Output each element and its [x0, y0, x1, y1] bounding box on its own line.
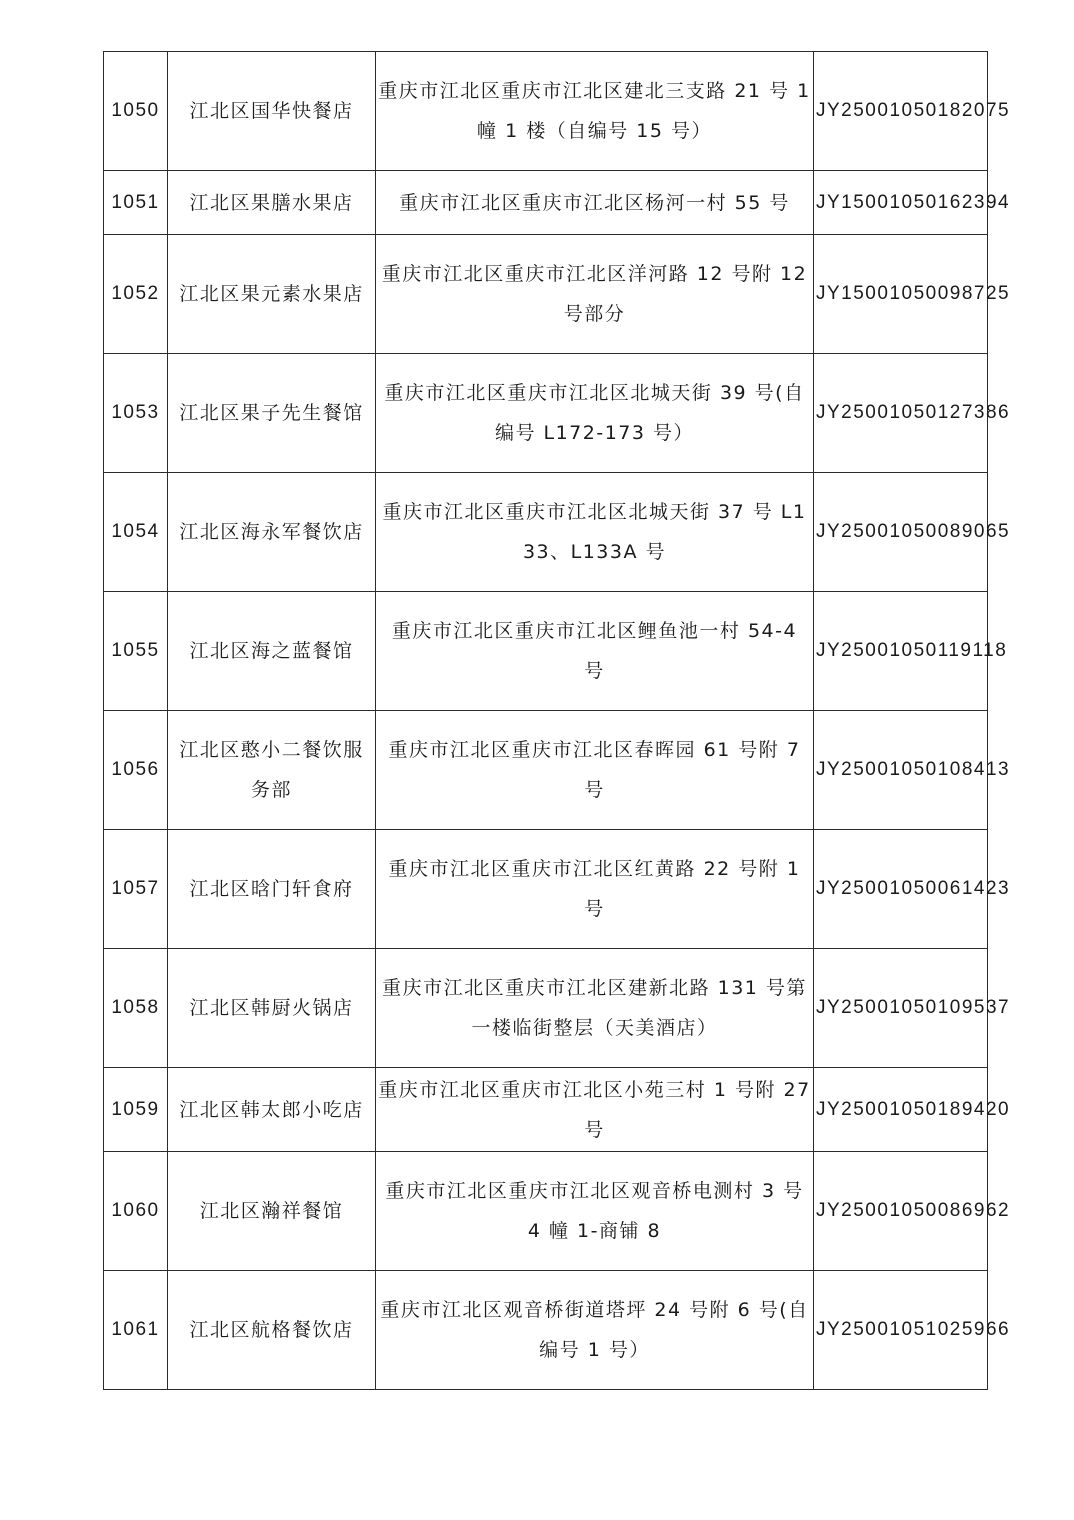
table-row — [104, 949, 988, 1068]
business-address: 重庆市江北区观音桥街道塔坪 24 号附 6 号(自编号 1 号） — [376, 1271, 814, 1390]
business-address: 重庆市江北区重庆市江北区建北三支路 21 号 1 幢 1 楼（自编号 15 号） — [376, 52, 814, 171]
business-name: 江北区憨小二餐饮服务部 — [168, 711, 376, 830]
business-address: 重庆市江北区重庆市江北区北城天街 39 号(自编号 L172-173 号） — [376, 354, 814, 473]
license-number: JY15001050162394 — [814, 171, 988, 235]
license-number: JY25001050089065 — [814, 473, 988, 592]
license-number: JY25001050086962 — [814, 1152, 988, 1271]
row-number: 1052 — [104, 235, 168, 354]
license-number: JY25001050108413 — [814, 711, 988, 830]
business-address: 重庆市江北区重庆市江北区小苑三村 1 号附 27 号 — [376, 1068, 814, 1152]
license-number: JY25001050061423 — [814, 830, 988, 949]
table-row — [104, 830, 988, 949]
license-number: JY25001051025966 — [814, 1271, 988, 1390]
table-row — [104, 235, 988, 354]
table-row — [104, 473, 988, 592]
row-number: 1055 — [104, 592, 168, 711]
license-table-body — [104, 52, 1011, 1390]
table-row — [104, 1068, 988, 1152]
business-name: 江北区晗门轩食府 — [168, 830, 376, 949]
license-table — [103, 51, 1011, 1390]
business-name: 江北区韩厨火锅店 — [168, 949, 376, 1068]
business-name: 江北区航格餐饮店 — [168, 1271, 376, 1390]
business-name: 江北区海之蓝餐馆 — [168, 592, 376, 711]
business-address: 重庆市江北区重庆市江北区北城天街 37 号 L133、L133A 号 — [376, 473, 814, 592]
license-number: JY25001050109537 — [814, 949, 988, 1068]
business-address: 重庆市江北区重庆市江北区洋河路 12 号附 12 号部分 — [376, 235, 814, 354]
table-row — [104, 1152, 988, 1271]
row-number: 1053 — [104, 354, 168, 473]
table-row — [104, 592, 988, 711]
business-name: 江北区海永军餐饮店 — [168, 473, 376, 592]
row-number: 1051 — [104, 171, 168, 235]
business-name: 江北区瀚祥餐馆 — [168, 1152, 376, 1271]
table-row — [104, 711, 988, 830]
license-number: JY25001050127386 — [814, 354, 988, 473]
business-name: 江北区韩太郎小吃店 — [168, 1068, 376, 1152]
business-name: 江北区果元素水果店 — [168, 235, 376, 354]
table-row — [104, 52, 988, 171]
business-address: 重庆市江北区重庆市江北区杨河一村 55 号 — [376, 171, 814, 235]
row-number: 1056 — [104, 711, 168, 830]
table-row — [104, 1271, 988, 1390]
table-row — [104, 171, 988, 235]
business-address: 重庆市江北区重庆市江北区红黄路 22 号附 1 号 — [376, 830, 814, 949]
business-address: 重庆市江北区重庆市江北区鲤鱼池一村 54-4 号 — [376, 592, 814, 711]
license-number: JY25001050119118 — [814, 592, 988, 711]
business-address: 重庆市江北区重庆市江北区观音桥电测村 3 号 4 幢 1-商铺 8 — [376, 1152, 814, 1271]
row-number: 1060 — [104, 1152, 168, 1271]
license-number: JY25001050189420 — [814, 1068, 988, 1152]
business-name: 江北区国华快餐店 — [168, 52, 376, 171]
row-number: 1061 — [104, 1271, 168, 1390]
license-number: JY15001050098725 — [814, 235, 988, 354]
row-number: 1054 — [104, 473, 168, 592]
row-number: 1050 — [104, 52, 168, 171]
business-name: 江北区果子先生餐馆 — [168, 354, 376, 473]
row-number: 1059 — [104, 1068, 168, 1152]
license-number: JY25001050182075 — [814, 52, 988, 171]
row-number: 1057 — [104, 830, 168, 949]
business-address: 重庆市江北区重庆市江北区建新北路 131 号第一楼临街整层（天美酒店） — [376, 949, 814, 1068]
business-address: 重庆市江北区重庆市江北区春晖园 61 号附 7 号 — [376, 711, 814, 830]
business-name: 江北区果膳水果店 — [168, 171, 376, 235]
table-row — [104, 354, 988, 473]
row-number: 1058 — [104, 949, 168, 1068]
